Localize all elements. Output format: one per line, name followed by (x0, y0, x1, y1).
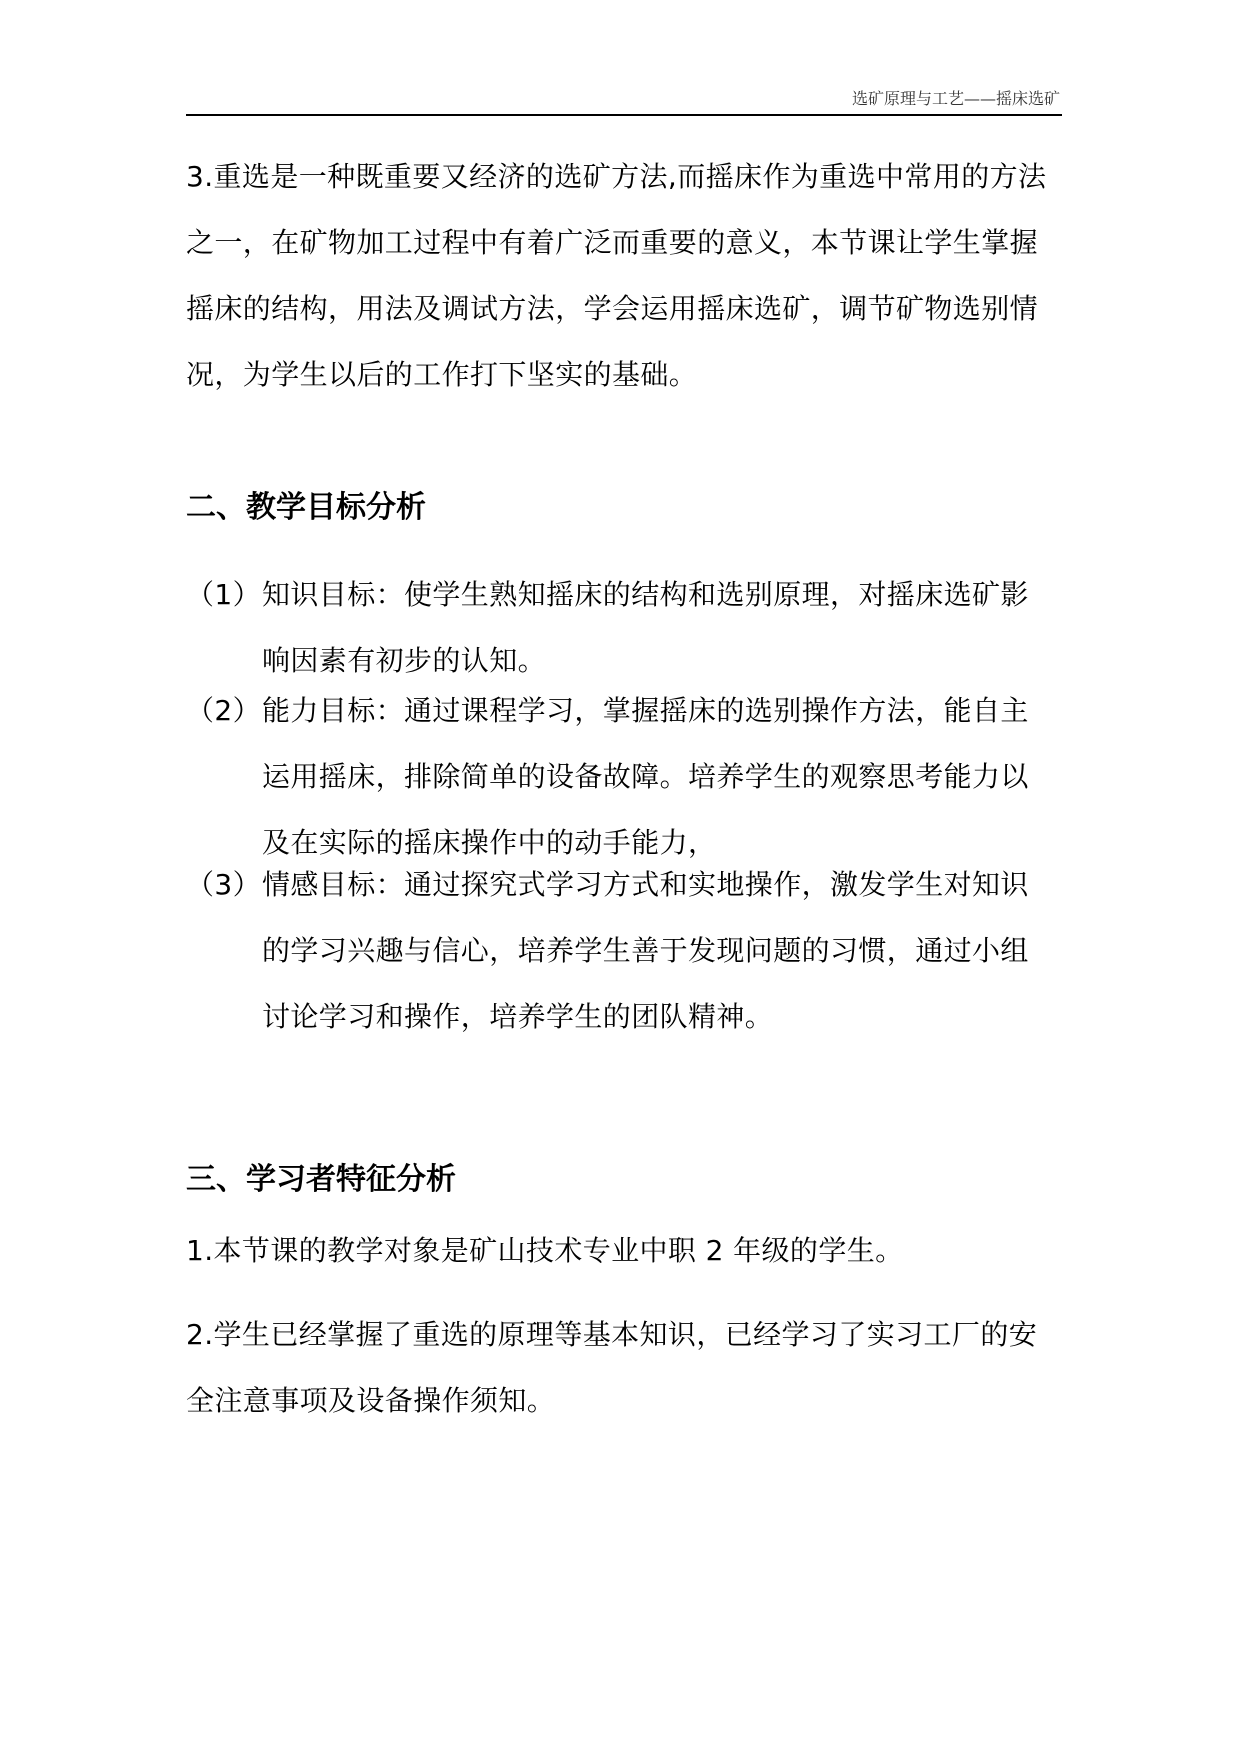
intro-paragraph: 3.重选是一种既重要又经济的选矿方法,而摇床作为重选中常用的方法之一，在矿物加工过程中有着广泛而重要的意义，本节课让学生掌握摇床的结构，用法及调试方法，学会运用摇床选矿，调节矿物选别情况，为学生以后的工作打下坚实的基础。 (186, 160, 1047, 391)
section-title-teaching-goals: 二、教学目标分析 (186, 490, 426, 525)
header-title: 选矿原理与工艺——摇床选矿 (851, 89, 1060, 108)
goal-text: 能力目标：通过课程学习，掌握摇床的选别操作方法，能自主 (262, 694, 1029, 727)
goal-knowledge (186, 562, 1066, 694)
goal-number: （3） (186, 868, 262, 901)
goal-text: 知识目标：使学生熟知摇床的结构和选别原理，对摇床选矿影 (262, 578, 1029, 611)
goal-number: （1） (186, 578, 262, 611)
goal-number: （2） (186, 694, 262, 727)
section-title-learner-analysis: 三、学习者特征分析 (186, 1162, 456, 1197)
goal-text-continued: 的学习兴趣与信心，培养学生善于发现问题的习惯，通过小组 (262, 934, 1029, 967)
goal-text-continued: 运用摇床，排除简单的设备故障。培养学生的观察思考能力以 (262, 760, 1029, 793)
learner-item-1: 1.本节课的教学对象是矿山技术专业中职 2 年级的学生。 (186, 1234, 904, 1267)
goal-text: 情感目标：通过探究式学习方式和实地操作，激发学生对知识 (262, 868, 1029, 901)
learner-item-2: 2.学生已经掌握了重选的原理等基本知识，已经学习了实习工厂的安全注意事项及设备操作须知。 (186, 1318, 1038, 1417)
goal-emotion (186, 852, 1066, 1050)
goal-text-continued: 及在实际的摇床操作中的动手能力， (262, 826, 717, 859)
goal-text-continued: 讨论学习和操作，培养学生的团队精神。 (262, 1000, 774, 1033)
page-header (186, 88, 1062, 116)
goal-text-continued: 响因素有初步的认知。 (262, 644, 547, 677)
goal-ability (186, 678, 1066, 876)
